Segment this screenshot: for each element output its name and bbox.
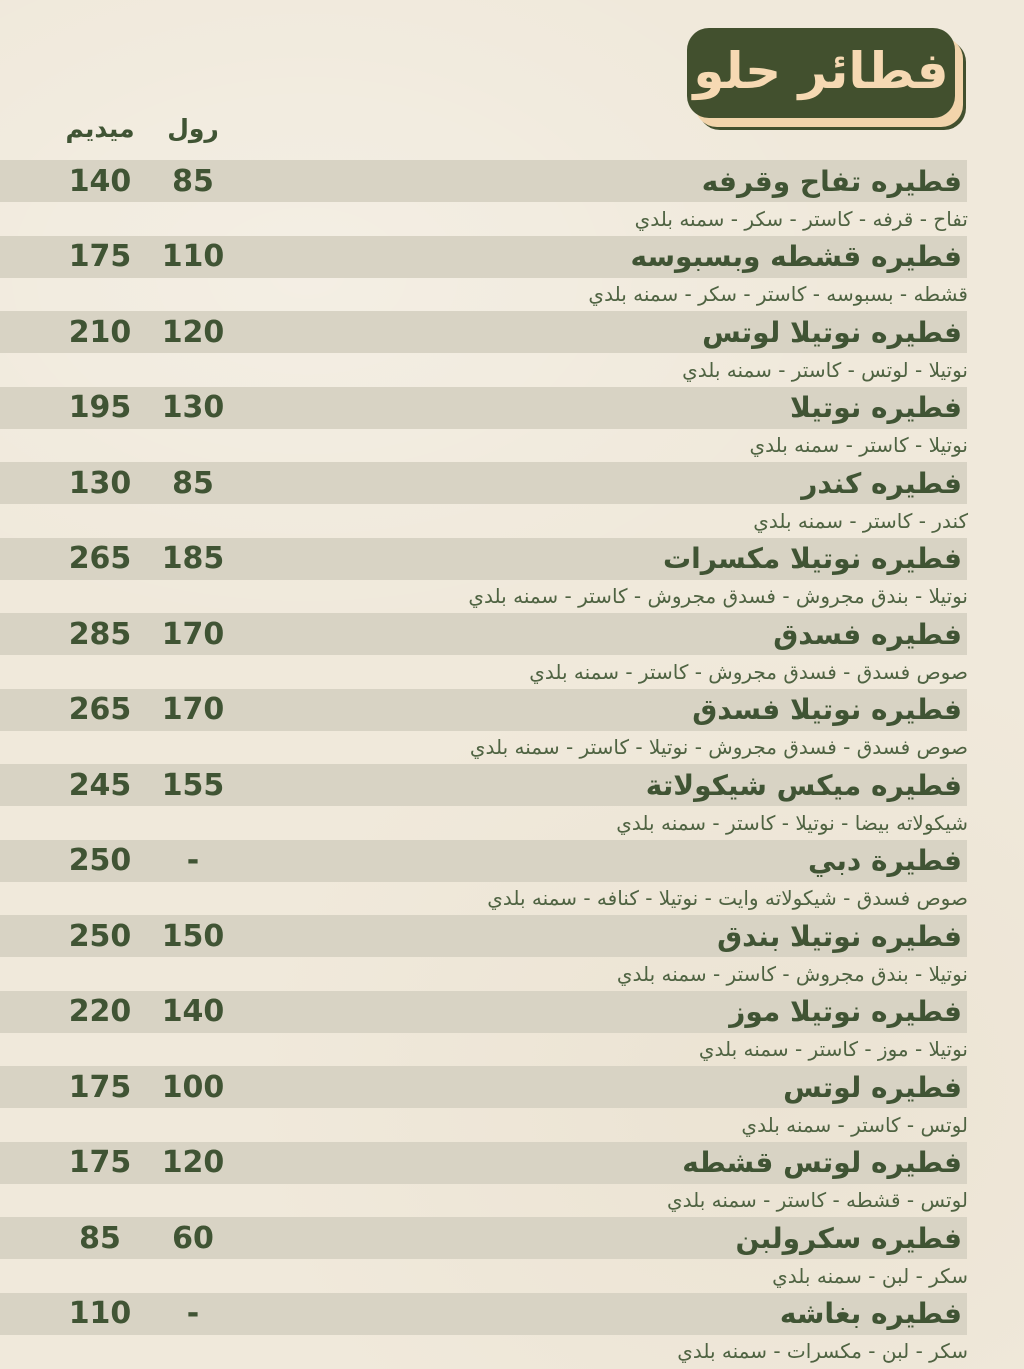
item-name: فطيره نوتيلا مكسرات xyxy=(662,542,962,575)
item-description: تفاح - قرفه - كاستر - سكر - سمنه بلدي xyxy=(634,206,968,231)
menu-item xyxy=(0,764,1024,840)
column-header-roll: رول xyxy=(167,113,219,143)
price-roll: 130 xyxy=(161,390,225,425)
item-name: فطيره كندر xyxy=(801,466,962,500)
price-roll: 110 xyxy=(161,239,225,274)
item-name: فطيره لوتس xyxy=(783,1070,962,1104)
price-medium: 285 xyxy=(68,616,132,652)
item-name: فطيره تفاح وقرفه xyxy=(701,164,962,198)
price-roll: 60 xyxy=(172,1220,214,1256)
menu-item xyxy=(0,613,1024,689)
price-medium: 245 xyxy=(68,767,132,803)
column-header-medium: ميديم xyxy=(65,113,135,143)
price-roll: 85 xyxy=(172,163,214,199)
price-medium: 110 xyxy=(68,1296,132,1331)
price-medium: 175 xyxy=(68,1145,132,1180)
menu-item xyxy=(0,538,1024,614)
menu-item xyxy=(0,236,1024,312)
item-description: نوتيلا - كاستر - سمنه بلدي xyxy=(749,433,968,458)
price-medium: 265 xyxy=(68,541,132,576)
item-name: فطيره فسدق xyxy=(773,617,962,651)
menu-item xyxy=(0,840,1024,916)
price-roll: 100 xyxy=(161,1069,225,1105)
menu-item xyxy=(0,1293,1024,1369)
menu-item xyxy=(0,1142,1024,1218)
price-roll: - xyxy=(186,1296,200,1331)
price-medium: 175 xyxy=(68,1069,132,1105)
menu-item xyxy=(0,160,1024,236)
item-description: نوتيلا - بندق مجروش - كاستر - سمنه بلدي xyxy=(616,961,968,986)
price-medium: 195 xyxy=(68,390,132,425)
item-description: نوتيلا - موز - كاستر - سمنه بلدي xyxy=(698,1037,968,1062)
price-medium: 130 xyxy=(68,465,132,501)
price-medium: 250 xyxy=(68,918,132,954)
menu-item xyxy=(0,689,1024,765)
price-roll: 185 xyxy=(161,541,225,576)
item-name: فطيره بغاشه xyxy=(779,1297,962,1330)
price-column-headers xyxy=(0,104,1024,152)
item-name: فطيرة دبي xyxy=(808,844,962,877)
item-description: سكر - لبن - مكسرات - سمنه بلدي xyxy=(677,1339,968,1364)
price-roll: 140 xyxy=(161,994,225,1029)
price-medium: 265 xyxy=(68,692,132,727)
menu-item xyxy=(0,1066,1024,1142)
menu-item xyxy=(0,387,1024,463)
price-roll: 120 xyxy=(161,1145,225,1180)
item-description: سكر - لبن - سمنه بلدي xyxy=(772,1263,968,1288)
price-roll: 155 xyxy=(161,767,225,803)
price-medium: 140 xyxy=(68,163,132,199)
item-description: لوتس - قشطه - كاستر - سمنه بلدي xyxy=(666,1188,968,1213)
price-roll: - xyxy=(186,843,200,878)
menu-items-list xyxy=(0,160,1024,1368)
price-medium: 250 xyxy=(68,843,132,878)
menu-item xyxy=(0,311,1024,387)
price-roll: 120 xyxy=(161,314,225,350)
item-name: فطيره نوتيلا فسدق xyxy=(692,693,962,726)
item-name: فطيره نوتيلا بندق xyxy=(717,919,962,953)
price-roll: 150 xyxy=(161,918,225,954)
item-description: كندر - كاستر - سمنه بلدي xyxy=(753,508,968,533)
category-title: فطائر حلو xyxy=(693,42,949,100)
item-description: صوص فسدق - شيكولاته وايت - نوتيلا - كنافه - سمنه بلدي xyxy=(487,886,968,911)
menu-item xyxy=(0,462,1024,538)
item-name: فطيره نوتيلا لوتس xyxy=(702,315,962,349)
item-name: فطيره قشطه وبسبوسه xyxy=(630,240,962,273)
item-description: شيكولاته بيضا - نوتيلا - كاستر - سمنه بلدي xyxy=(616,810,968,835)
item-name: فطيره ميكس شيكولاتة xyxy=(645,768,962,802)
price-medium: 210 xyxy=(68,314,132,350)
menu-item xyxy=(0,915,1024,991)
price-medium: 220 xyxy=(68,994,132,1029)
item-name: فطيره سكرولبن xyxy=(735,1221,962,1255)
item-description: نوتيلا - لوتس - كاستر - سمنه بلدي xyxy=(682,357,968,382)
item-description: صوص فسدق - فسدق مجروش - كاستر - سمنه بلدي xyxy=(529,659,968,684)
item-name: فطيره لوتس قشطه xyxy=(682,1146,962,1179)
item-description: صوص فسدق - فسدق مجروش - نوتيلا - كاستر - سمنه بلدي xyxy=(469,735,968,760)
price-roll: 170 xyxy=(161,616,225,652)
menu-item xyxy=(0,1217,1024,1293)
price-medium: 85 xyxy=(79,1220,121,1256)
item-name: فطيره نوتيلا xyxy=(789,391,962,424)
item-description: قشطه - بسبوسه - كاستر - سكر - سمنه بلدي xyxy=(588,282,968,307)
item-name: فطيره نوتيلا موز xyxy=(729,995,962,1028)
item-description: نوتيلا - بندق مجروش - فسدق مجروش - كاستر - سمنه بلدي xyxy=(468,584,968,609)
item-description: لوتس - كاستر - سمنه بلدي xyxy=(741,1112,968,1137)
price-medium: 175 xyxy=(68,239,132,274)
price-roll: 170 xyxy=(161,692,225,727)
price-roll: 85 xyxy=(172,465,214,501)
menu-item xyxy=(0,991,1024,1067)
